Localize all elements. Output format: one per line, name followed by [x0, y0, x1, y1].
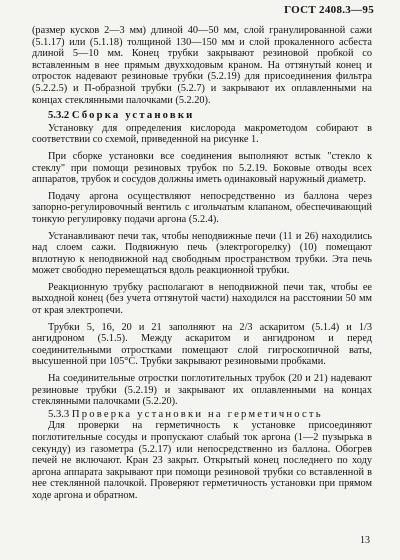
section-title: Сборка установки [71, 110, 195, 122]
section-heading-5-3-3 [48, 409, 372, 421]
paragraph-assembly-scheme: Установку для определения кислорода макрометодом собирают в соответствии со схемой, приведенной на рисунке 1. [32, 122, 372, 146]
paragraph-argon-supply: Подачу аргона осуществляют непосредственно из баллона через запорно-регулировочный вентиль с игольчатым клапаном, обеспечивающий тонкую регулировку подачи аргона (5.2.4). [32, 190, 372, 225]
paragraph-leak-test: Для проверки на герметичность к установке присоединяют поглотительные сосуды и пропускают слабый ток аргона (1—2 пузырька в секунду) из газометра (5.2.17) или непосредственно из баллона. Обогрев печей не включают. Кран 23 закрыт. Открытый конец последнего по ходу аргона аппарата закрывают при помощи резиновой трубки со вставленной в нее стеклянной палочкой. Проверяют герметичность установки при прямом ходе аргона и обратном. [32, 420, 372, 501]
section-number: 5.3.3 [48, 408, 70, 420]
paragraph-absorber-tubes: Трубки 5, 16, 20 и 21 заполняют на 2/3 аскаритом (5.1.4) и 1/3 ангидроном (5.1.5). Между аскаритом и ангидроном и перед соединительными отростками помещают слой гигроскопичной ваты, высушенной при 105°С. Трубки закрывают резиновыми пробками. [32, 321, 372, 368]
section-heading-5-3-2 [48, 110, 372, 122]
paragraph-reaction-tube: Реакционную трубку располагают в неподвижной печи так, чтобы ее выходной конец (без учета оттянутой части) находился на расстоянии 50 мм от края электропечи. [32, 281, 372, 317]
paragraph-furnaces: Устанавливают печи так, чтобы неподвижные печи (11 и 26) находились над слоем сажи. Подвижную печь (электрогорелку) (10) помещают вплотную к неподвижной над свободным пространством трубки. Эта печь может свободно перемещаться вдоль реакционной трубки. [32, 230, 372, 277]
section-title: Проверка установки на герметичность [71, 408, 323, 420]
paragraph-filter-packing: (размер кусков 2—3 мм) длиной 40—50 мм, слой гранулированной сажи (5.1.17) или (5.1.18) толщиной 130—150 мм и слой прокаленного асбеста длиной 5—10 мм. Конец трубки закрывают резиновой пробкой со вставленным в нее прямым двухходовым краном. На оттянутый конец и отросток надевают резиновые трубки (5.2.19) для присоединения фильтра (5.2.2.5) и П-образной трубки (5.2.7) и закрывают их оплавленными на концах стеклянными палочками (5.2.20). [32, 25, 372, 106]
paragraph-glass-joints: При сборке установки все соединения выполняют встык "стекло к стеклу" при помощи резиновых трубок по 5.2.19. Боковые отводы всех аппаратов, трубок и сосудов должны иметь одинаковый наружный диаметр. [32, 150, 372, 186]
paragraph-connection-ports: На соединительные отростки поглотительных трубок (20 и 21) надевают резиновые трубки (5.2.19) и закрывают их оплавленными на концах стеклянными палочками (5.2.20). [32, 373, 372, 408]
standard-header: ГОСТ 2408.3—95 [284, 4, 374, 16]
section-number: 5.3.2 [48, 110, 70, 122]
page-number: 13 [360, 535, 370, 547]
